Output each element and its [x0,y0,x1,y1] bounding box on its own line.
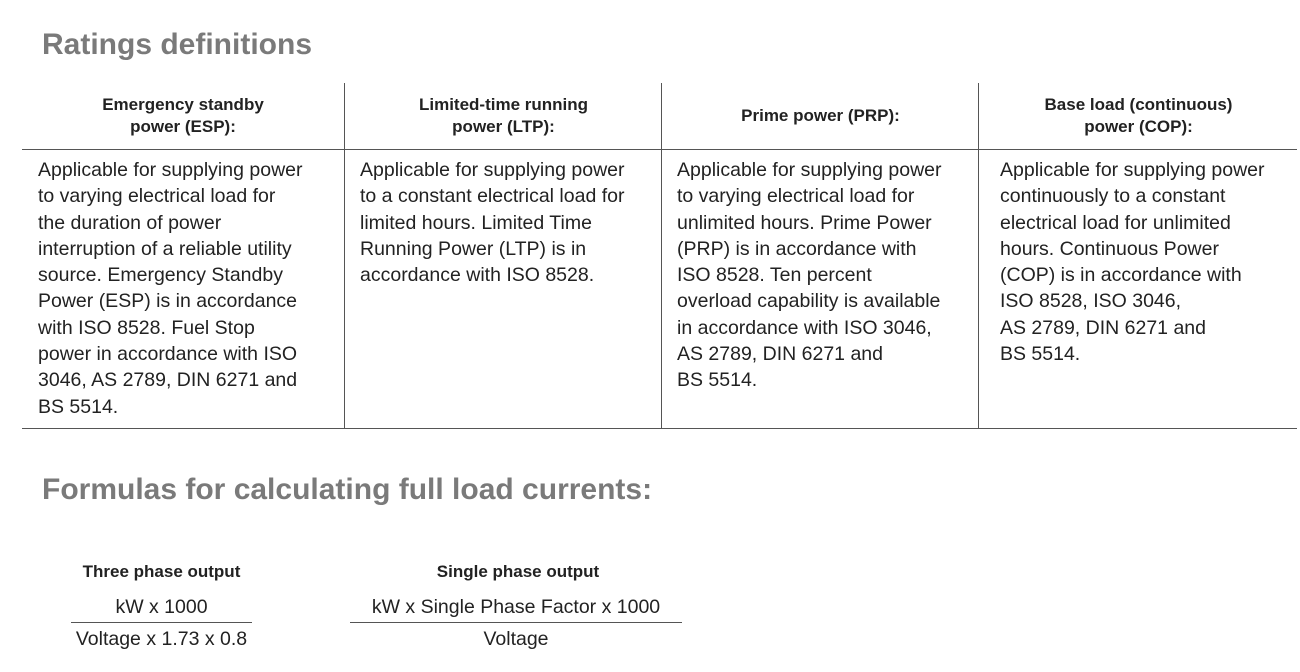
column-header-esp [22,83,344,149]
three-phase-label: Three phase output [82,562,241,581]
column-header-ltp-text: Limited-time running power (LTP): [418,95,589,136]
single-phase-denominator: Voltage [483,628,549,650]
single-phase-formula [350,561,682,652]
single-phase-label: Single phase output [436,562,600,581]
three-phase-formula [64,561,259,652]
column-header-prp [662,83,979,149]
three-phase-numerator: kW x 1000 [115,596,208,618]
single-phase-fraction-bar [350,622,682,623]
column-body-ltp: Applicable for supplying power to a constant electrical load for limited hours. Limited Time Running Power (LTP) is in accordance with ISO 8528. [360,159,625,287]
column-header-ltp [345,83,662,149]
single-phase-numerator: kW x Single Phase Factor x 1000 [371,596,661,618]
column-header-prp-text: Prime power (PRP): [741,106,900,125]
column-header-cop [979,83,1298,149]
column-ltp [344,83,662,428]
three-phase-fraction-bar [71,622,252,623]
column-esp [22,83,344,428]
formulas-title: Formulas for calculating full load currents: [42,473,653,506]
column-body-cop: Applicable for supplying power continuously to a constant electrical load for unlimited hours. Continuous Power (COP) is in accordance with ISO 8528, ISO 3046, AS 2789, DIN 6271 and BS 5514. [1000,159,1265,366]
three-phase-denominator: Voltage x 1.73 x 0.8 [75,628,248,650]
column-body-esp: Applicable for supplying power to varying electrical load for the duration of power interruption of a reliable utility source. Emergency Standby Power (ESP) is in accordance with ISO 8528. Fuel Stop power in accordance with ISO 3046, AS 2789, DIN 6271 and BS 5514. [38,159,303,418]
column-prp [661,83,979,428]
ratings-table [22,83,1297,429]
ratings-definitions-title: Ratings definitions [42,28,312,61]
column-header-cop-text: Base load (continuous) power (COP): [1044,95,1233,136]
column-header-esp-text: Emergency standby power (ESP): [102,95,264,136]
column-cop [978,83,1298,428]
column-body-prp: Applicable for supplying power to varying electrical load for unlimited hours. Prime Power (PRP) is in accordance with ISO 8528. Ten percent overload capability is available in accordance with ISO 3046, AS 2789, DIN 6271 and BS 5514. [677,159,942,392]
